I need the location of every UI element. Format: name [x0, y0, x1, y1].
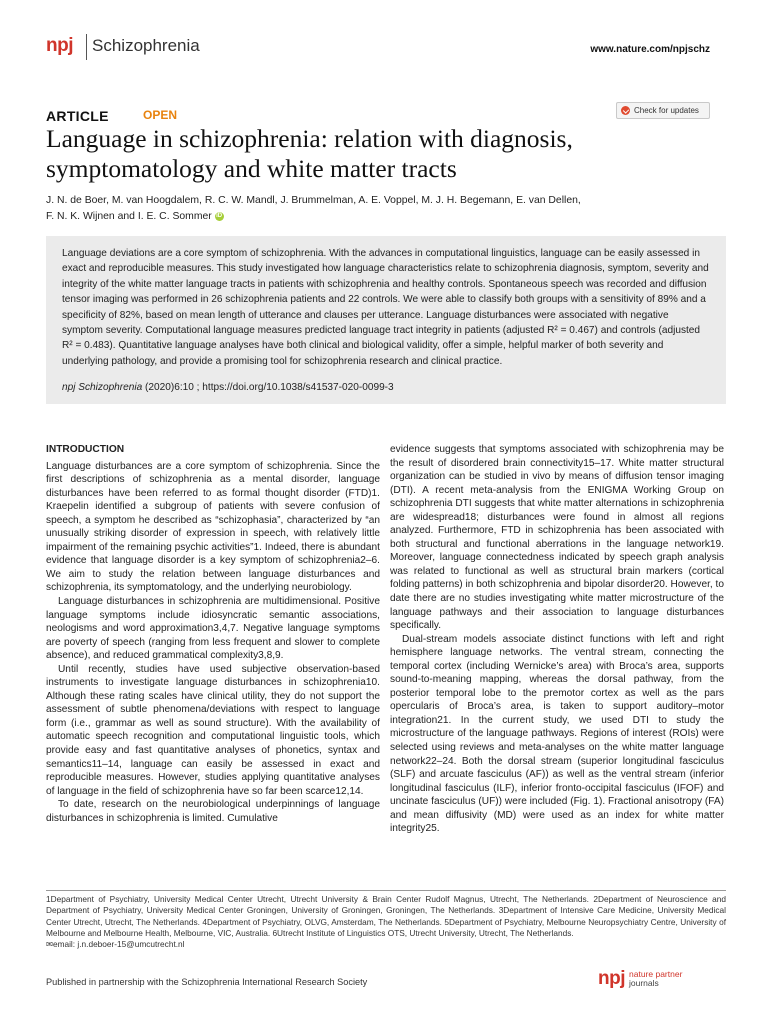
body-column-right	[390, 443, 724, 836]
nature-partner-journals-logo[interactable]	[598, 964, 728, 994]
paragraph: To date, research on the neurobiological underpinnings of language disturbances in schizophrenia is limited. Cumulative	[46, 799, 380, 824]
body-column-left	[46, 443, 380, 825]
corresponding-email-link[interactable]: ✉email: j.n.deboer-15@umcutrecht.nl	[46, 939, 185, 950]
section-heading-introduction: INTRODUCTION	[46, 444, 125, 455]
affiliations-footnote	[46, 894, 726, 950]
authors-text-2[interactable]: F. N. K. Wijnen and I. E. C. Sommer	[46, 211, 212, 222]
citation-line	[62, 382, 394, 393]
paragraph: Language disturbances in schizophrenia are multidimensional. Positive language symptoms include idiosyncratic semantic associations, neologisms and word approximation3,4,7. Negative language symptoms are poverty of speech (ranging from less frequent and slower to complete absence), and reduced grammatical complexity3,8,9.	[46, 596, 380, 662]
abstract-text: Language deviations are a core symptom of schizophrenia. With the advances in computational linguistics, language can be easily assessed in exact and reproducible measures. This study investigated how language characteristics relate to schizophrenia diagnosis, symptom, severity and integrity of the white matter language tracts in patients with schizophrenia and healthy controls. Spontaneous speech was recorded and diffusion tensor imaging was performed in 26 schizophrenia patients and 22 controls. We were able to classify both groups with a sensitivity of 89% and a specificity of 82%, based on mean length of utterance and clauses per utterance. Language disturbances were associated with negative symptom severity. Computational language measures predicted language tract integrity in patients (adjusted R² = 0.467) and controls (adjusted R² = 0.483). Quantitative language analyses have both clinical and biological validity, offer a simple, helpful marker of both severity and underlying pathology, and provide a promising tool for schizophrenia research and clinical practice.	[62, 248, 709, 367]
journal-url-link[interactable]: www.nature.com/npjschz	[590, 44, 710, 55]
check-for-updates-button[interactable]	[616, 102, 710, 119]
open-access-badge: OPEN	[143, 108, 178, 122]
authors-text-1[interactable]: J. N. de Boer, M. van Hoogdalem, R. C. W. Mandl, J. Brummelman, A. E. Voppel, M. J. H. Begemann, E. van Dellen,	[46, 195, 581, 206]
footer-partner-label	[629, 970, 682, 988]
orcid-icon[interactable]: iD	[216, 212, 223, 219]
paragraph: Language disturbances are a core symptom of schizophrenia. Since the first descriptions of schizophrenia as a mental disorder, language disturbances have been referred to as formal thought disorder (FTD)1. Kraepelin identified a subgroup of patients with severe confusion of speech, a symptom he described as “schizophasia”, characterized by “an unusually striking disorder of expression in speech, with relatively little impairment of the remaining psychic activities”1. Indeed, there is abundant evidence that language disorder is a key symptom of schizophrenia2–6. We aim to study the relation between language disturbances and schizophrenia, its symptomatology, and the underlying neurobiology.	[46, 460, 380, 594]
partner-line-2: journals	[629, 978, 659, 988]
journal-name[interactable]: Schizophrenia	[92, 36, 200, 55]
author-line-2	[46, 209, 726, 225]
check-updates-label: Check for updates	[634, 106, 699, 115]
author-list	[46, 193, 726, 225]
journal-brand-logo[interactable]: npj	[46, 35, 73, 56]
partner-line-1: nature partner	[629, 969, 683, 979]
paragraph: Until recently, studies have used subjective observation-based instruments to investigate language disturbances in schizophrenia10. Although these rating scales have clinical utility, they do not support the assessment of subtle phenomena/deviations with respect to language form (i.e., grammar as well as sound structure). With the availability of automatic speech recognition and computational linguistic tools, which provide easy and fast quantitative analyses of phonetics, syntax and semantics11–14, language can easily be assessed in exact and reproducible measures. However, studies applying quantitative analyses of language in the field of schizophrenia have so far been scarce12,14.	[46, 663, 380, 797]
logo-divider	[86, 34, 87, 60]
affiliations-text: 1Department of Psychiatry, University Medical Center Utrecht, Utrecht University & Brain Center Rudolf Magnus, Utrecht, The Netherlands. 2Department of Neuroscience and Department of Psychiatry, University Medical Center Groningen, University of Groningen, Groningen, The Netherlands. 3Department of Intensive Care Medicine, University Medical Center Utrecht, Utrecht, The Netherlands. 4Department of Psychiatry, OLVG, Amsterdam, The Netherlands. 5Department of Psychiatry, Melbourne Neuropsychiatry Centre, University of Melbourne and Melbourne Health, Melbourne, VIC, Australia. 6Utrecht Institute of Linguistics OTS, Utrecht University, Utrecht, The Netherlands.	[46, 894, 726, 938]
footnote-divider	[46, 890, 726, 891]
publisher-partnership-note: Published in partnership with the Schizophrenia International Research Society	[46, 977, 368, 987]
author-line-1	[46, 193, 726, 209]
citation-doi-link[interactable]: (2020)6:10 ; https://doi.org/10.1038/s41537-020-0099-3	[142, 382, 394, 393]
article-type-label: ARTICLE	[46, 108, 109, 124]
check-updates-icon	[621, 106, 630, 115]
paragraph: evidence suggests that symptoms associated with schizophrenia may be the result of disordered brain connectivity15–17. White matter structural organization can be studied in vivo by means of diffusion tensor imaging (DTI). A recent meta-analysis from the ENIGMA Working Group on schizophrenia DTI suggests that white matter alternations in schizophrenia are widespread18; disturbances were found in almost all regions analyzed. Furthermore, FTD in schizophrenia has been associated with both structural and functional aberrations in the language network19. Moreover, language connectedness indicated by speech graph analysis was related to functional as well as structural brain markers (cortical folding patterns) in both schizophrenia and bipolar disorder20. However, to date there are no studies investigating white matter microstructure of the language pathways and their association to language disturbances specifically.	[390, 444, 724, 632]
article-title: Language in schizophrenia: relation with diagnosis, symptomatology and white matter tracts	[46, 124, 573, 183]
paragraph: Dual-stream models associate distinct functions with left and right hemisphere language networks. The ventral stream, connecting the temporal cortex (including Wernicke’s area) with Broca’s area, supports sound-to-meaning mapping, whereas the dorsal pathway, from the posterior temporal lobe to the premotor cortex as well as the pars opercularis of Broca’s area, is taken to support auditory–motor integration21. In the current study, we used DTI to study the microstructure of the language pathways. Regions of interest (ROIs) were selected using reviews and meta-analyses on the white matter language network22–24. Both the dorsal stream (superior longitudinal fasciculus (SLF) and arcuate fasciculus (AF)) as well as the ventral stream (inferior longitudinal fasciculus (ILF), inferior fronto-occipital fasciculus (IFOF) and uncinate fasciculus (UF)) were included (Fig. 1). Fractional anisotropy (FA) and mean diffusivity (MD) were used as an index for white matter integrity25.	[390, 633, 724, 835]
footer-brand: npj	[598, 968, 625, 989]
citation-journal: npj Schizophrenia	[62, 382, 143, 393]
